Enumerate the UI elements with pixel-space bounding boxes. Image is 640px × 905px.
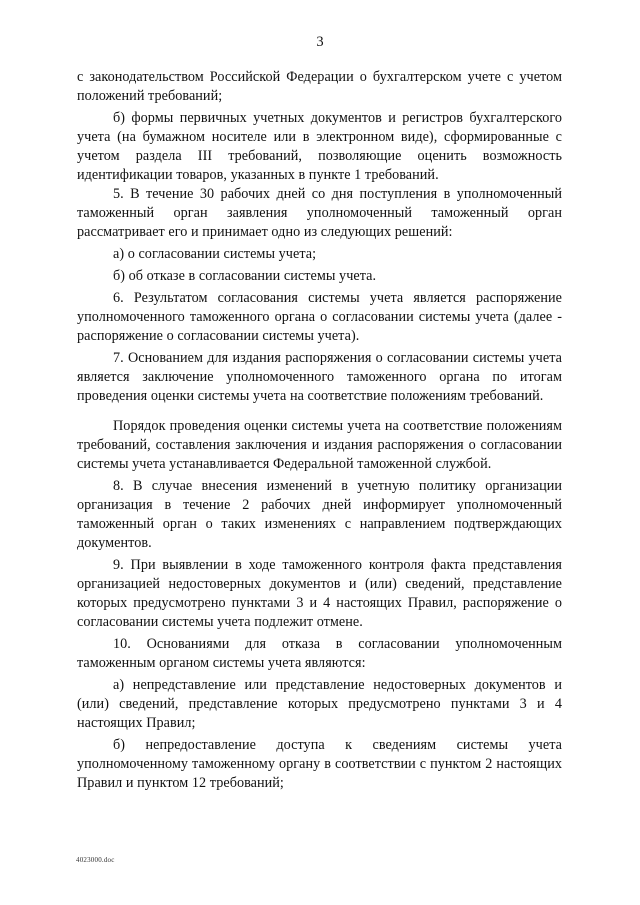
paragraph-item-a-approval: а) о согласовании системы учета;: [113, 246, 317, 262]
paragraph-procedure: Порядок проведения оценки системы учета на соответствие положениям требований, составления заключения и издания распоряжения о согласовании системы учета устанавливается Федеральной таможенной службой.: [77, 418, 562, 472]
paragraph-item-b-access: б) непредоставление доступа к сведениям системы учета уполномоченному таможенному органу в соответствии с пунктом 2 настоящих Правил и пунктом 12 требований;: [77, 737, 562, 791]
paragraph-item-b-refusal: б) об отказе в согласовании системы учета.: [113, 268, 377, 284]
paragraph-item-a-nonsubmission: а) непредставление или представление недостоверных документов и (или) сведений, представление которых предусмотрено пунктами 3 и 4 настоящих Правил;: [77, 677, 562, 731]
paragraph-clause-10: 10. Основаниями для отказа в согласовании уполномоченным таможенным органом системы учета являются:: [77, 636, 562, 671]
paragraph-clause-7: 7. Основанием для издания распоряжения о согласовании системы учета является заключение уполномоченного таможенного органа по итогам проведения оценки системы учета на соответствие положениям требований.: [77, 350, 562, 404]
paragraph-continuation: с законодательством Российской Федерации о бухгалтерском учете с учетом положений требований;: [77, 69, 562, 104]
paragraph-clause-6: 6. Результатом согласования системы учета является распоряжение уполномоченного таможенного органа о согласовании системы учета (далее - распоряжение о согласовании системы учета).: [77, 290, 562, 344]
document-body: [77, 68, 562, 793]
page-number: 3: [316, 34, 324, 50]
paragraph-clause-5: 5. В течение 30 рабочих дней со дня поступления в уполномоченный таможенный орган заявления уполномоченный таможенный орган рассматривает его и принимает одно из следующих решений:: [77, 186, 562, 240]
paragraph-clause-8: 8. В случае внесения изменений в учетную политику организации организация в течение 2 рабочих дней информирует уполномоченный таможенный орган о таких изменениях с направлением подтверждающих документов.: [77, 478, 562, 551]
footer-filename: 4023000.doc: [76, 856, 115, 864]
paragraph-clause-9: 9. При выявлении в ходе таможенного контроля факта представления организацией недостоверных документов и (или) сведений, представление которых предусмотрено пунктами 3 и 4 настоящих Правил, распоряжение о согласовании системы учета подлежит отмене.: [77, 557, 562, 630]
paragraph-item-b-forms: б) формы первичных учетных документов и регистров бухгалтерского учета (на бумажном носителе или в электронном виде), сформированные с учетом раздела III требований, позволяющие оценить возможность идентификации товаров, указанных в пункте 1 требований.: [77, 110, 562, 183]
